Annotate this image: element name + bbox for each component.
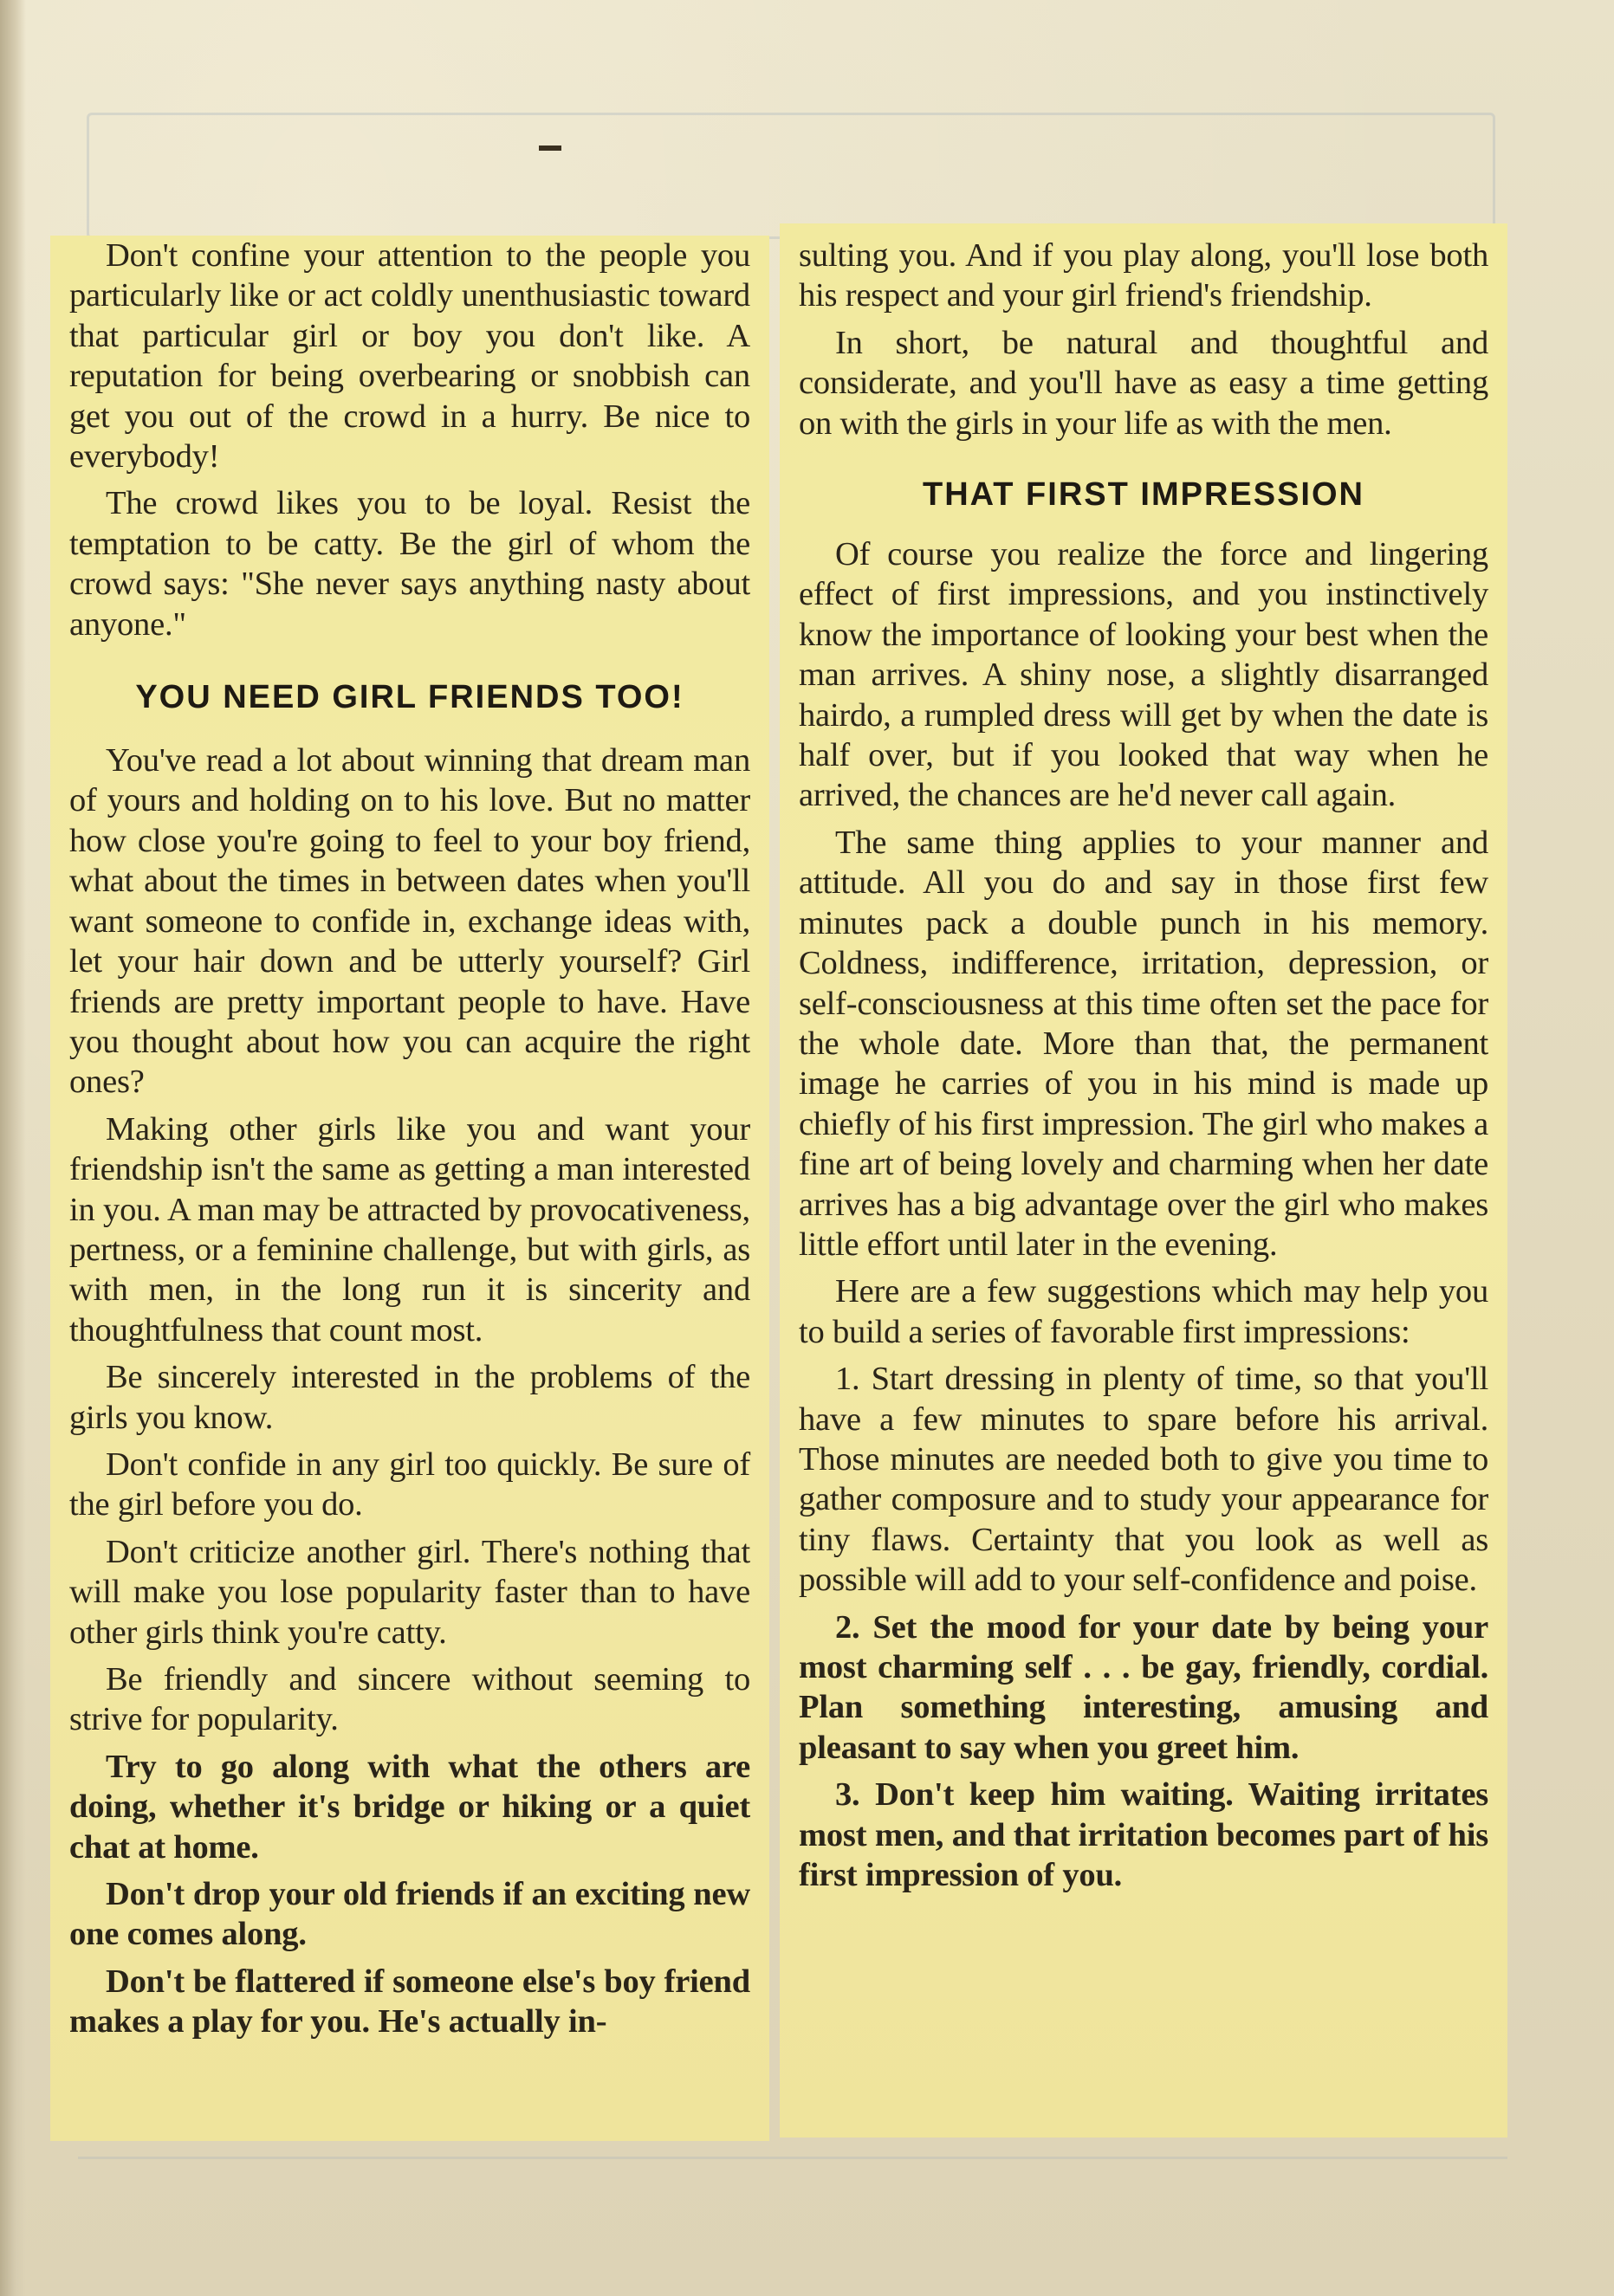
left-paragraph-2: Making other girls like you and want your friendship isn't the same as getting a man interested in you. A man may be attracted by provocativeness, pertness, or a feminine challenge, but with girls, as with men, in the long run it is sincerity and thoughtfulness that count most. — [69, 1110, 750, 1348]
left-intro-paragraph-2: The crowd likes you to be loyal. Resist the temptation to be catty. Be the girl of whom the crowd says: "She never says anything nasty about anyone." — [69, 485, 750, 643]
left-paragraph-1: You've read a lot about winning that dream man of yours and holding on to his love. But no matter how close you're going to feel to your boy friend, what about the times in between dates when you'll want someone to confide in, exchange ideas with, let your hair down and be utterly yourself? Girl friends are pretty important people to have. Have you thought about how you can acquire the right ones? — [69, 742, 750, 1101]
show-through-header — [87, 113, 1495, 239]
left-paragraph-7: Try to go along with what the others are doing, whether it's bridge or hiking or a quiet chat at home. — [69, 1748, 750, 1866]
top-dash-mark — [539, 146, 561, 151]
left-paragraph-9: Don't be flattered if someone else's boy friend makes a play for you. He's actually in- — [69, 1963, 750, 2041]
left-paragraph-4: Don't confide in any girl too quickly. Be sure of the girl before you do. — [69, 1446, 750, 1523]
right-paragraph-1: Of course you realize the force and lingering effect of first impressions, and you instinctively know the importance of looking your best when the man arrives. A shiny nose, a slightly disarranged hairdo, a rumpled dress will get by when the date is half over, but if you looked that way when he arrived, the chances are he'd never call again. — [799, 536, 1488, 814]
right-paragraph-6: 3. Don't keep him waiting. Waiting irritates most men, and that irritation becomes part of his first impression of you. — [799, 1776, 1488, 1894]
right-continuation-paragraph: sulting you. And if you play along, you'll lose both his respect and your girl friend's friendship. — [799, 237, 1488, 314]
right-intro-paragraph-1: In short, be natural and thoughtful and considerate, and you'll have as easy a time getting on with the girls in your life as with the men. — [799, 324, 1488, 442]
left-intro-paragraph-1: Don't confine your attention to the people you particularly like or act coldly unenthusiastic toward that particular girl or boy you don't like. A reputation for being overbearing or snobbish can get you out of the crowd in a hurry. Be nice to everybody! — [69, 237, 750, 475]
left-paragraph-8: Don't drop your old friends if an exciting new one comes along. — [69, 1876, 750, 1953]
right-column — [780, 223, 1507, 2138]
show-through-footer — [78, 2157, 1507, 2263]
left-paragraph-3: Be sincerely interested in the problems of the girls you know. — [69, 1359, 750, 1436]
right-paragraph-5: 2. Set the mood for your date by being your most charming self . . . be gay, friendly, cordial. Plan something interesting, amusing and pleasant to say when you greet him. — [799, 1608, 1488, 1766]
right-paragraph-2: The same thing applies to your manner and attitude. All you do and say in those first few minutes pack a double punch in his memory. Coldness, indifference, irritation, depression, or self-consciousness at this time often set the pace for the whole date. More than that, the permanent image he carries of you in his mind is made up chiefly of his first impression. The girl who makes a fine art of being lovely and charming when her date arrives has a big advantage over the girl who makes little effort until later in the evening. — [799, 824, 1488, 1263]
section-heading-first-impression: THAT FIRST IMPRESSION — [923, 476, 1364, 514]
left-paragraph-6: Be friendly and sincere without seeming to strive for popularity. — [69, 1661, 750, 1738]
left-column — [50, 236, 769, 2141]
right-paragraph-3: Here are a few suggestions which may help you to build a series of favorable first impressions: — [799, 1273, 1488, 1350]
right-paragraph-4: 1. Start dressing in plenty of time, so that you'll have a few minutes to spare before his arrival. Those minutes are needed both to give you time to gather composure and to study your appearance for tiny flaws. Certainty that you look as well as possible will add to your self-confidence and poise. — [799, 1361, 1488, 1599]
left-paragraph-5: Don't criticize another girl. There's nothing that will make you lose popularity faster than to have other girls think you're catty. — [69, 1533, 750, 1651]
section-heading-girl-friends: YOU NEED GIRL FRIENDS TOO! — [135, 679, 684, 716]
page-spine-shadow — [0, 0, 26, 2296]
